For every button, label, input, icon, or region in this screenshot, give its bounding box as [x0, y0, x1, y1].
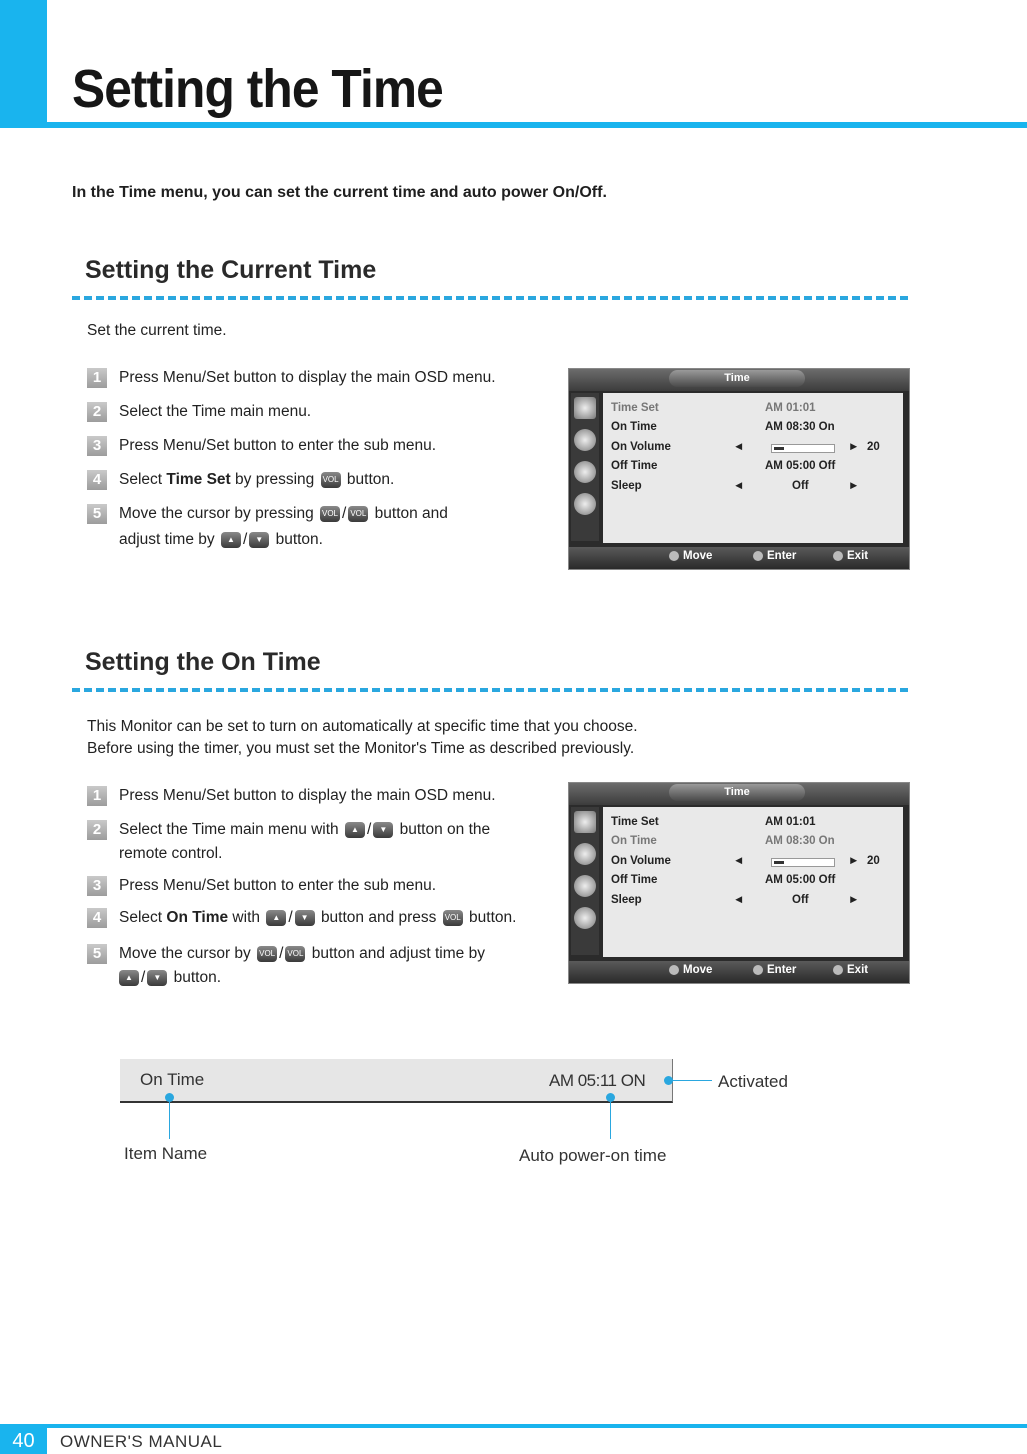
osd-value: Off [792, 894, 809, 906]
step-number: 3 [87, 436, 107, 456]
section2-divider [72, 688, 908, 692]
up-button-icon: ▲ [345, 822, 365, 838]
osd-value: Off [792, 480, 809, 492]
setup-tools-icon [574, 875, 596, 897]
arrow-left-icon: ◄ [733, 441, 745, 453]
volume-slider [771, 858, 835, 867]
osd-footer-move: Move [669, 964, 712, 976]
step-number: 1 [87, 786, 107, 806]
header-accent-bar [0, 0, 47, 128]
arrow-right-icon: ► [848, 480, 860, 492]
osd-menu-current-time [568, 368, 910, 570]
osd-value: 20 [867, 855, 880, 867]
osd-footer [569, 961, 909, 983]
step-bold-term: Time Set [166, 471, 231, 488]
step-text: Move the cursor by VOL / VOL button and adjust time by [119, 945, 485, 962]
section1-title: Setting the Current Time [85, 256, 377, 284]
step-text-continued: adjust time by ▲ / ▼ button. [119, 531, 323, 548]
step-number: 5 [87, 944, 107, 964]
enter-icon [753, 965, 763, 975]
on-time-value: AM 05:11 ON [549, 1071, 646, 1090]
step-text: Select the Time main menu. [119, 403, 312, 420]
step-text: Press Menu/Set button to display the main OSD menu. [119, 369, 496, 386]
osd-menu-on-time [568, 782, 910, 984]
osd-footer-exit: Exit [833, 964, 868, 976]
setup-tools-icon [574, 461, 596, 483]
footer-rule [0, 1424, 1027, 1428]
osd-panel [603, 807, 903, 957]
step-number: 3 [87, 876, 107, 896]
header-rule [47, 122, 1027, 128]
arrow-right-icon: ► [848, 894, 860, 906]
osd-tab-time: Time [669, 370, 805, 387]
exit-icon [833, 965, 843, 975]
vol-button-icon: VOL [321, 472, 341, 488]
vol-right-button-icon: VOL [285, 946, 305, 962]
clock-icon [574, 493, 596, 515]
auto-power-annotation: Auto power-on time [519, 1146, 667, 1165]
down-button-icon: ▼ [249, 532, 269, 548]
step-number: 1 [87, 368, 107, 388]
arrow-left-icon: ◄ [733, 480, 745, 492]
page-number: 40 [0, 1428, 47, 1454]
step-number: 2 [87, 820, 107, 840]
osd-value: AM 08:30 On [765, 835, 835, 847]
volume-slider [771, 444, 835, 453]
down-button-icon: ▼ [295, 910, 315, 926]
on-time-item-label: On Time [140, 1070, 205, 1089]
exit-icon [833, 551, 843, 561]
down-button-icon: ▼ [373, 822, 393, 838]
osd-tab-time: Time [669, 784, 805, 801]
osd-sidebar [571, 393, 599, 541]
osd-panel [603, 393, 903, 543]
sound-icon [574, 843, 596, 865]
activated-pointer-line [668, 1080, 712, 1081]
osd-row-time-set: Time Set [611, 816, 659, 828]
osd-row-on-time: On Time [611, 421, 657, 433]
vol-left-button-icon: VOL [257, 946, 277, 962]
move-icon [669, 551, 679, 561]
section2-title: Setting the On Time [85, 648, 321, 676]
osd-footer [569, 547, 909, 569]
osd-row-time-set: Time Set [611, 402, 659, 414]
page-title: Setting the Time [72, 59, 443, 119]
item-name-pointer-line [169, 1097, 170, 1139]
osd-row-sleep: Sleep [611, 480, 642, 492]
intro-text: In the Time menu, you can set the current time and auto power On/Off. [72, 184, 607, 201]
auto-power-pointer-line [610, 1097, 611, 1139]
section1-divider [72, 296, 908, 300]
picture-icon [574, 397, 596, 419]
step-text: Select Time Set by pressing VOL button. [119, 471, 395, 488]
enter-icon [753, 551, 763, 561]
section2-desc-1: This Monitor can be set to turn on automatically at specific time that you choose. [87, 718, 638, 735]
osd-row-on-volume: On Volume [611, 855, 671, 867]
activated-annotation: Activated [718, 1072, 788, 1091]
up-button-icon: ▲ [221, 532, 241, 548]
step-text: Press Menu/Set button to enter the sub menu. [119, 437, 437, 454]
osd-row-off-time: Off Time [611, 460, 658, 472]
osd-row-off-time: Off Time [611, 874, 658, 886]
osd-value: AM 05:00 Off [765, 460, 836, 472]
step-text-continued: remote control. [119, 845, 223, 862]
step-text: Select On Time with ▲ / ▼ button and press VOL button. [119, 909, 517, 926]
step-text: Select the Time main menu with ▲ / ▼ button on the [119, 821, 491, 838]
osd-row-on-volume: On Volume [611, 441, 671, 453]
arrow-left-icon: ◄ [733, 894, 745, 906]
osd-footer-enter: Enter [753, 964, 796, 976]
step-text: Move the cursor by pressing VOL / VOL button and [119, 505, 448, 522]
vol-right-button-icon: VOL [348, 506, 368, 522]
step-bold-term: On Time [166, 909, 229, 926]
osd-value: 20 [867, 441, 880, 453]
step-text-continued: ▲ / ▼ button. [117, 966, 221, 990]
footer-manual-label: OWNER'S MANUAL [60, 1432, 223, 1451]
step-number: 5 [87, 504, 107, 524]
up-button-icon: ▲ [119, 970, 139, 986]
osd-row-on-time: On Time [611, 835, 657, 847]
osd-footer-enter: Enter [753, 550, 796, 562]
picture-icon [574, 811, 596, 833]
arrow-right-icon: ► [848, 855, 860, 867]
arrow-left-icon: ◄ [733, 855, 745, 867]
step-text: Press Menu/Set button to display the main OSD menu. [119, 787, 496, 804]
step-number: 4 [87, 470, 107, 490]
item-name-annotation: Item Name [124, 1144, 208, 1163]
osd-value: AM 08:30 On [765, 421, 835, 433]
vol-left-button-icon: VOL [320, 506, 340, 522]
vol-button-icon: VOL [443, 910, 463, 926]
up-button-icon: ▲ [266, 910, 286, 926]
osd-value: AM 05:00 Off [765, 874, 836, 886]
osd-footer-move: Move [669, 550, 712, 562]
sound-icon [574, 429, 596, 451]
osd-value: AM 01:01 [765, 816, 816, 828]
section2-desc-2: Before using the timer, you must set the Monitor's Time as described previously. [87, 740, 635, 757]
step-text: Press Menu/Set button to enter the sub menu. [119, 877, 437, 894]
step-number: 4 [87, 908, 107, 928]
osd-sidebar [571, 807, 599, 955]
clock-icon [574, 907, 596, 929]
section1-desc: Set the current time. [87, 322, 227, 339]
osd-row-sleep: Sleep [611, 894, 642, 906]
osd-value: AM 01:01 [765, 402, 816, 414]
down-button-icon: ▼ [147, 970, 167, 986]
move-icon [669, 965, 679, 975]
arrow-right-icon: ► [848, 441, 860, 453]
step-number: 2 [87, 402, 107, 422]
osd-footer-exit: Exit [833, 550, 868, 562]
